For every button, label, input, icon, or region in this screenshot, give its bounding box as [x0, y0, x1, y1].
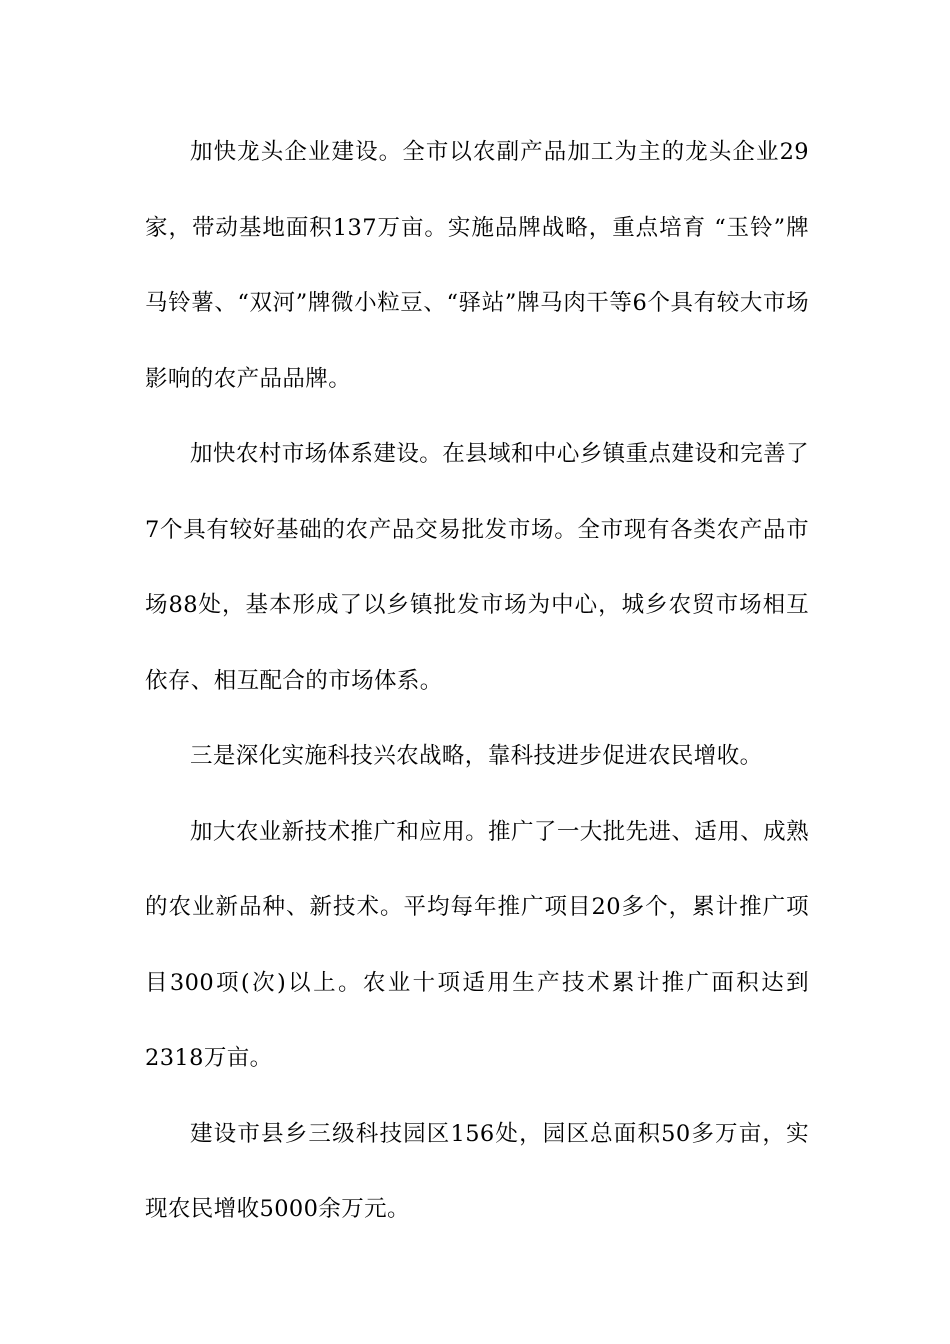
paragraph-science-strategy-heading: 三是深化实施科技兴农战略，靠科技进步促进农民增收。	[190, 743, 763, 769]
paragraph-rural-market-system: 加快农村市场体系建设。在县域和中心乡镇重点建设和完善了7个具有较好基础的农产品交易批发市场。全市现有各类农产品市场88处，基本形成了以乡镇批发市场为中心，城乡农贸市场相互依存、相互配合的市场体系。	[145, 441, 809, 694]
paragraph-science-parks: 建设市县乡三级科技园区156处，园区总面积50多万亩，实现农民增收5000余万元。	[145, 1120, 809, 1222]
paragraph-leading-enterprises: 加快龙头企业建设。全市以农副产品加工为主的龙头企业29家，带动基地面积137万亩。实施品牌战略，重点培育 “玉铃”牌马铃薯、“双河”牌微小粒豆、“驿站”牌马肉干等6个具有较大市场影响的农产品品牌。	[145, 139, 809, 392]
paragraph-technology-promotion: 加大农业新技术推广和应用。推广了一大批先进、适用、成熟的农业新品种、新技术。平均每年推广项目20多个，累计推广项目300项(次)以上。农业十项适用生产技术累计推广面积达到2318万亩。	[145, 818, 809, 1071]
document-body	[145, 115, 809, 1248]
